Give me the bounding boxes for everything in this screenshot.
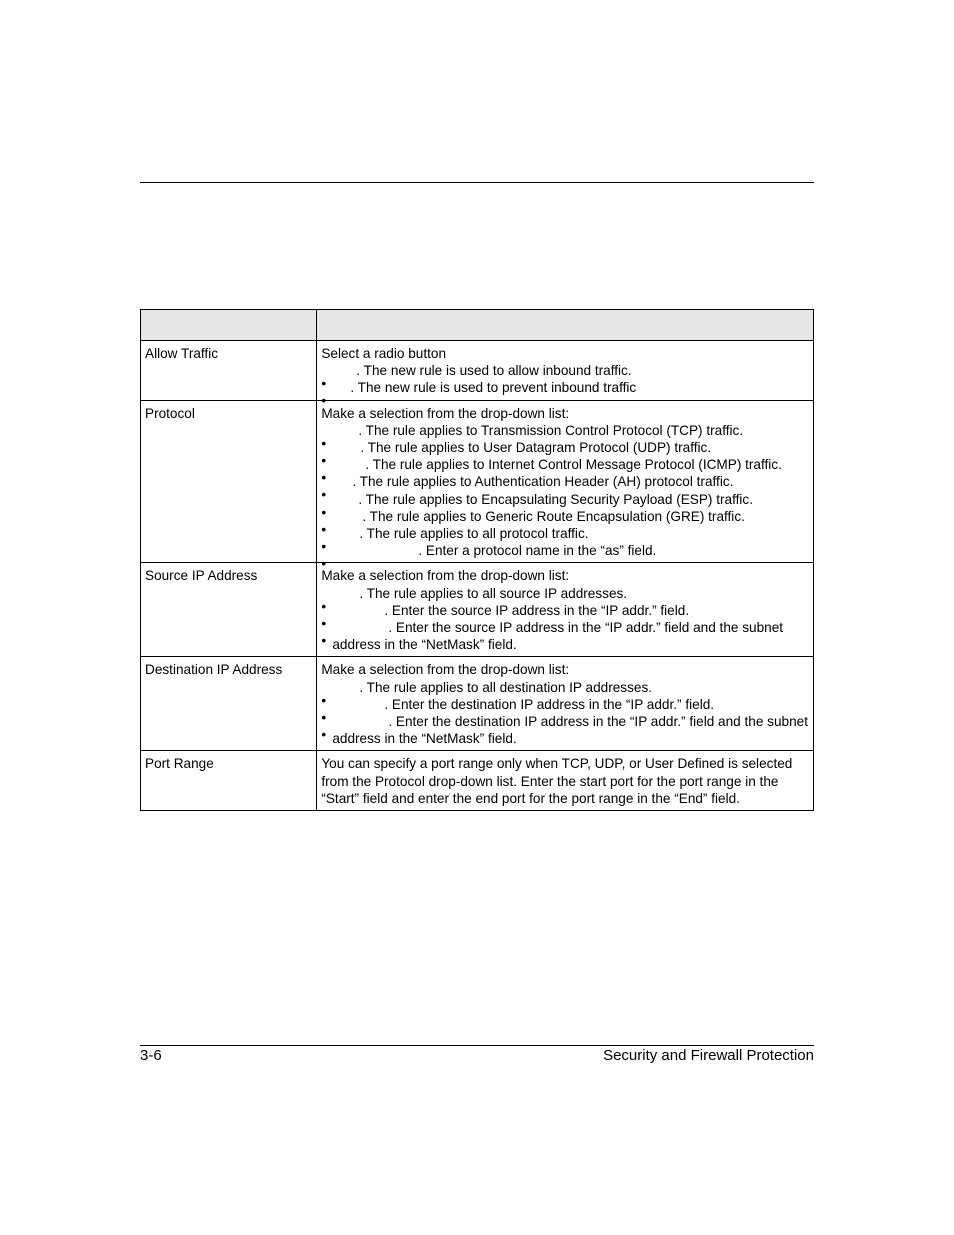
page-number: 3-6 [140, 1047, 162, 1064]
list-item-text: . The rule applies to all destination IP addresses. [359, 679, 653, 695]
list-item-continuation: address in the “NetMask” field. [332, 731, 517, 747]
list-item: • . The rule applies to Generic Route Encapsulation (GRE) traffic. [321, 508, 745, 537]
description-intro: Select a radio button [321, 346, 447, 361]
list-item: • . Enter a protocol name in the “as” field. [321, 543, 657, 572]
header-rule [140, 182, 814, 183]
description-cell [317, 341, 814, 409]
field-name-cell [141, 751, 317, 811]
table-header-row [141, 310, 814, 341]
list-item: • . The rule applies to Internet Control Message Protocol (ICMP) traffic. [321, 457, 782, 486]
table-row [141, 341, 814, 401]
list-item-text: . Enter the destination IP address in the “IP addr.” field and the subnet [388, 714, 808, 730]
description-cell [317, 400, 814, 572]
list-item-text: . Enter the source IP address in the “IP addr.” field. [384, 602, 690, 618]
list-item-text: . The new rule is used to allow inbound traffic. [356, 363, 632, 379]
field-name-cell [141, 341, 317, 401]
list-item-text: . The new rule is used to prevent inbound traffic [350, 380, 637, 396]
list-item: • . Enter the destination IP address in the “IP addr.” field and the subnet [321, 714, 808, 743]
field-name-cell [141, 400, 317, 563]
description-intro: Make a selection from the drop-down list: [321, 662, 570, 678]
list-item: • . Enter the source IP address in the “IP addr.” field. [321, 602, 690, 631]
list-item: • . The rule applies to Authentication Header (AH) protocol traffic. [321, 474, 734, 503]
field-name-cell [141, 563, 317, 657]
description-line: from the Protocol drop-down list. Enter the start port for the port range in the [321, 773, 779, 789]
table-header-field [141, 310, 317, 341]
list-item: • . Enter the destination IP address in the “IP addr.” field. [321, 696, 715, 725]
footer-rule [140, 1045, 814, 1046]
chapter-title: Security and Firewall Protection [603, 1047, 814, 1064]
table-header-description [317, 310, 814, 341]
description-intro: Make a selection from the drop-down list: [321, 568, 570, 584]
description-cell [317, 751, 814, 811]
description-line: You can specify a port range only when TCP, UDP, or User Defined is selected [321, 756, 793, 772]
list-item: • . The rule applies to all source IP addresses. [321, 585, 628, 614]
list-item-text: . Enter a protocol name in the “as” field. [418, 543, 657, 559]
field-name: Allow Traffic [145, 346, 219, 361]
list-item: • . Enter the source IP address in the “IP addr.” field and the subnet [321, 620, 784, 649]
field-name: Port Range [145, 756, 214, 772]
list-item-text: . The rule applies to all protocol traffic. [359, 526, 589, 542]
list-item-text: . Enter the destination IP address in the “IP addr.” field. [384, 696, 715, 712]
table-row [141, 563, 814, 657]
list-item-text: . The rule applies to Transmission Control Protocol (TCP) traffic. [358, 422, 744, 438]
list-item-text: . The rule applies to all source IP addresses. [359, 585, 628, 601]
list-item-continuation: address in the “NetMask” field. [332, 637, 517, 653]
table-row [141, 657, 814, 751]
description-cell [317, 563, 814, 657]
list-item-text: . The rule applies to Internet Control Message Protocol (ICMP) traffic. [365, 457, 782, 473]
list-item-text: . The rule applies to User Datagram Protocol (UDP) traffic. [360, 440, 712, 456]
description-intro: Make a selection from the drop-down list: [321, 405, 570, 421]
list-item-text: . The rule applies to Generic Route Encapsulation (GRE) traffic. [362, 508, 745, 524]
list-item: • . The rule applies to all protocol traffic. [321, 526, 589, 555]
field-name: Source IP Address [145, 568, 258, 584]
description-cell [317, 657, 814, 751]
description-line: “Start” field and enter the end port for the port range in the “End” field. [321, 790, 740, 806]
table-row [141, 400, 814, 563]
list-item: • . The rule applies to User Datagram Protocol (UDP) traffic. [321, 440, 712, 469]
table-row [141, 751, 814, 811]
field-name: Protocol [145, 405, 195, 421]
list-item: • . The rule applies to Encapsulating Security Payload (ESP) traffic. [321, 491, 754, 520]
list-item-text: . The rule applies to Authentication Header (AH) protocol traffic. [352, 474, 734, 490]
field-name-cell [141, 657, 317, 751]
field-name: Destination IP Address [145, 662, 283, 678]
list-item: • . The new rule is used to allow inbound traffic. [321, 363, 632, 392]
firewall-rule-settings-table [140, 309, 814, 811]
list-item: • . The new rule is used to prevent inbound traffic [321, 380, 637, 409]
list-item: • . The rule applies to all destination IP addresses. [321, 679, 653, 708]
list-item: • . The rule applies to Transmission Control Protocol (TCP) traffic. [321, 422, 744, 451]
list-item-text: . Enter the source IP address in the “IP addr.” field and the subnet [388, 620, 784, 636]
list-item-text: . The rule applies to Encapsulating Security Payload (ESP) traffic. [358, 491, 754, 507]
